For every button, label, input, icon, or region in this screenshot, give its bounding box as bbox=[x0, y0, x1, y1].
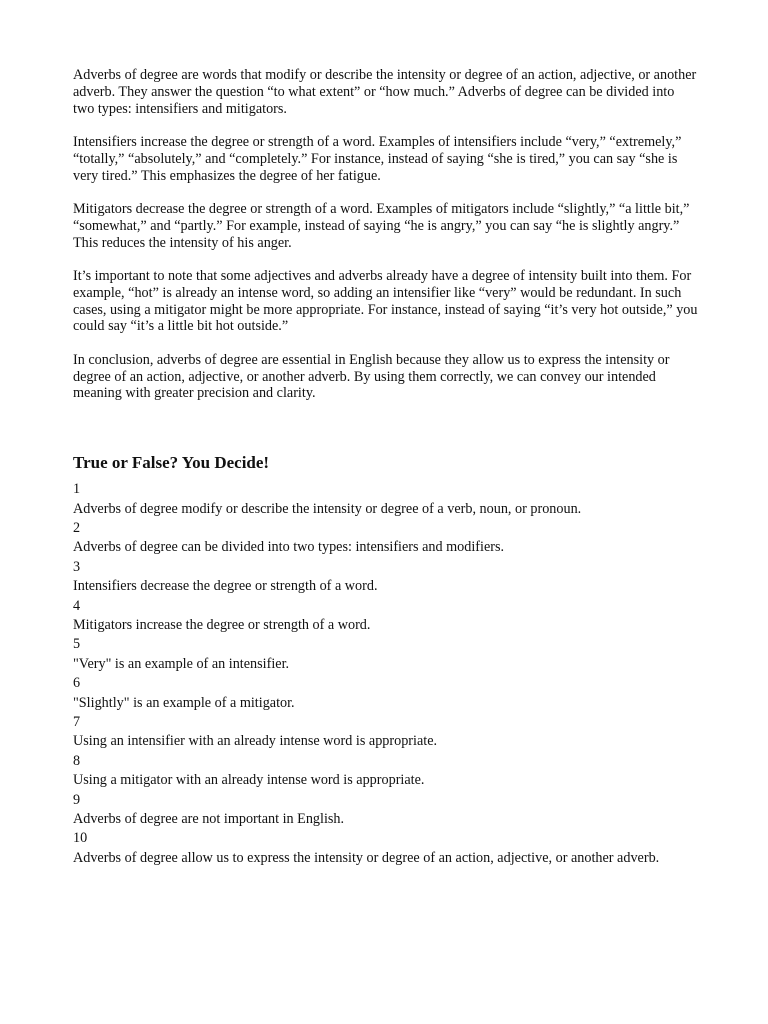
quiz-item bbox=[73, 635, 698, 674]
quiz-item-statement: "Very" is an example of an intensifier. bbox=[73, 655, 290, 672]
quiz-item-number: 10 bbox=[73, 830, 88, 847]
quiz-item-statement: "Slightly" is an example of a mitigator. bbox=[73, 694, 295, 711]
quiz-item bbox=[73, 597, 698, 636]
paragraph-conclusion: In conclusion, adverbs of degree are essential in English because they allow us to express the intensity or degree of an action, adjective, or another adverb. By using them correctly, we can convey our intended meaning with greater precision and clarity. bbox=[73, 351, 670, 402]
quiz-item bbox=[73, 829, 698, 868]
quiz-item-number: 5 bbox=[73, 636, 81, 653]
quiz-item-statement: Intensifiers decrease the degree or strength of a word. bbox=[73, 578, 378, 595]
quiz-item-number: 3 bbox=[73, 558, 81, 575]
quiz-item-number: 6 bbox=[73, 675, 81, 692]
quiz-item bbox=[73, 791, 698, 830]
paragraph-note: It’s important to note that some adjectives and adverbs already have a degree of intensity built into them. For example, “hot” is already an intense word, so adding an intensifier like “very” would be redundant. In such cases, using a mitigator might be more appropriate. For instance, instead of saying “it’s very hot outside,” you could say “it’s a little bit hot outside.” bbox=[73, 267, 698, 335]
paragraph-intro: Adverbs of degree are words that modify or describe the intensity or degree of an action, adjective, or another adverb. They answer the question “to what extent” or “how much.” Adverbs of degree can be divided into two types: intensifiers and mitigators. bbox=[73, 67, 697, 117]
quiz-item-number: 2 bbox=[73, 519, 81, 536]
paragraph-mitigators: Mitigators decrease the degree or strength of a word. Examples of mitigators include “slightly,” “a little bit,” “somewhat,” and “partly.” For example, instead of saying “he is angry,” you can say “he is slightly angry.” This reduces the intensity of his anger. bbox=[73, 200, 690, 251]
quiz-item-number: 8 bbox=[73, 752, 81, 769]
quiz-item bbox=[73, 674, 698, 713]
quiz-item-statement: Adverbs of degree can be divided into two types: intensifiers and modifiers. bbox=[73, 539, 505, 556]
quiz-title: True or False? You Decide! bbox=[73, 453, 270, 473]
quiz-item-statement: Using an intensifier with an already intense word is appropriate. bbox=[73, 733, 438, 750]
quiz-item-statement: Adverbs of degree are not important in English. bbox=[73, 811, 345, 828]
article-body bbox=[73, 67, 698, 402]
document-page bbox=[73, 67, 698, 868]
quiz-item bbox=[73, 480, 698, 519]
quiz-list bbox=[73, 480, 698, 868]
quiz-item-statement: Mitigators increase the degree or strength of a word. bbox=[73, 616, 371, 633]
quiz-item-statement: Adverbs of degree modify or describe the intensity or degree of a verb, noun, or pronoun. bbox=[73, 500, 582, 517]
quiz-item bbox=[73, 558, 698, 597]
quiz-item-statement: Using a mitigator with an already intense word is appropriate. bbox=[73, 772, 425, 789]
quiz-item bbox=[73, 752, 698, 791]
quiz-item-number: 1 bbox=[73, 481, 81, 498]
paragraph-intensifiers: Intensifiers increase the degree or strength of a word. Examples of intensifiers include “very,” “extremely,” “totally,” “absolutely,” and “completely.” For instance, instead of saying “she is tired,” you can say “she is very tired.” This emphasizes the degree of her fatigue. bbox=[73, 133, 682, 184]
quiz-item-number: 4 bbox=[73, 597, 81, 614]
quiz-item-statement: Adverbs of degree allow us to express the intensity or degree of an action, adjective, or another adverb. bbox=[73, 849, 660, 866]
quiz-item bbox=[73, 713, 698, 752]
quiz-item bbox=[73, 519, 698, 558]
quiz-item-number: 7 bbox=[73, 714, 81, 730]
quiz-item-number: 9 bbox=[73, 791, 81, 808]
